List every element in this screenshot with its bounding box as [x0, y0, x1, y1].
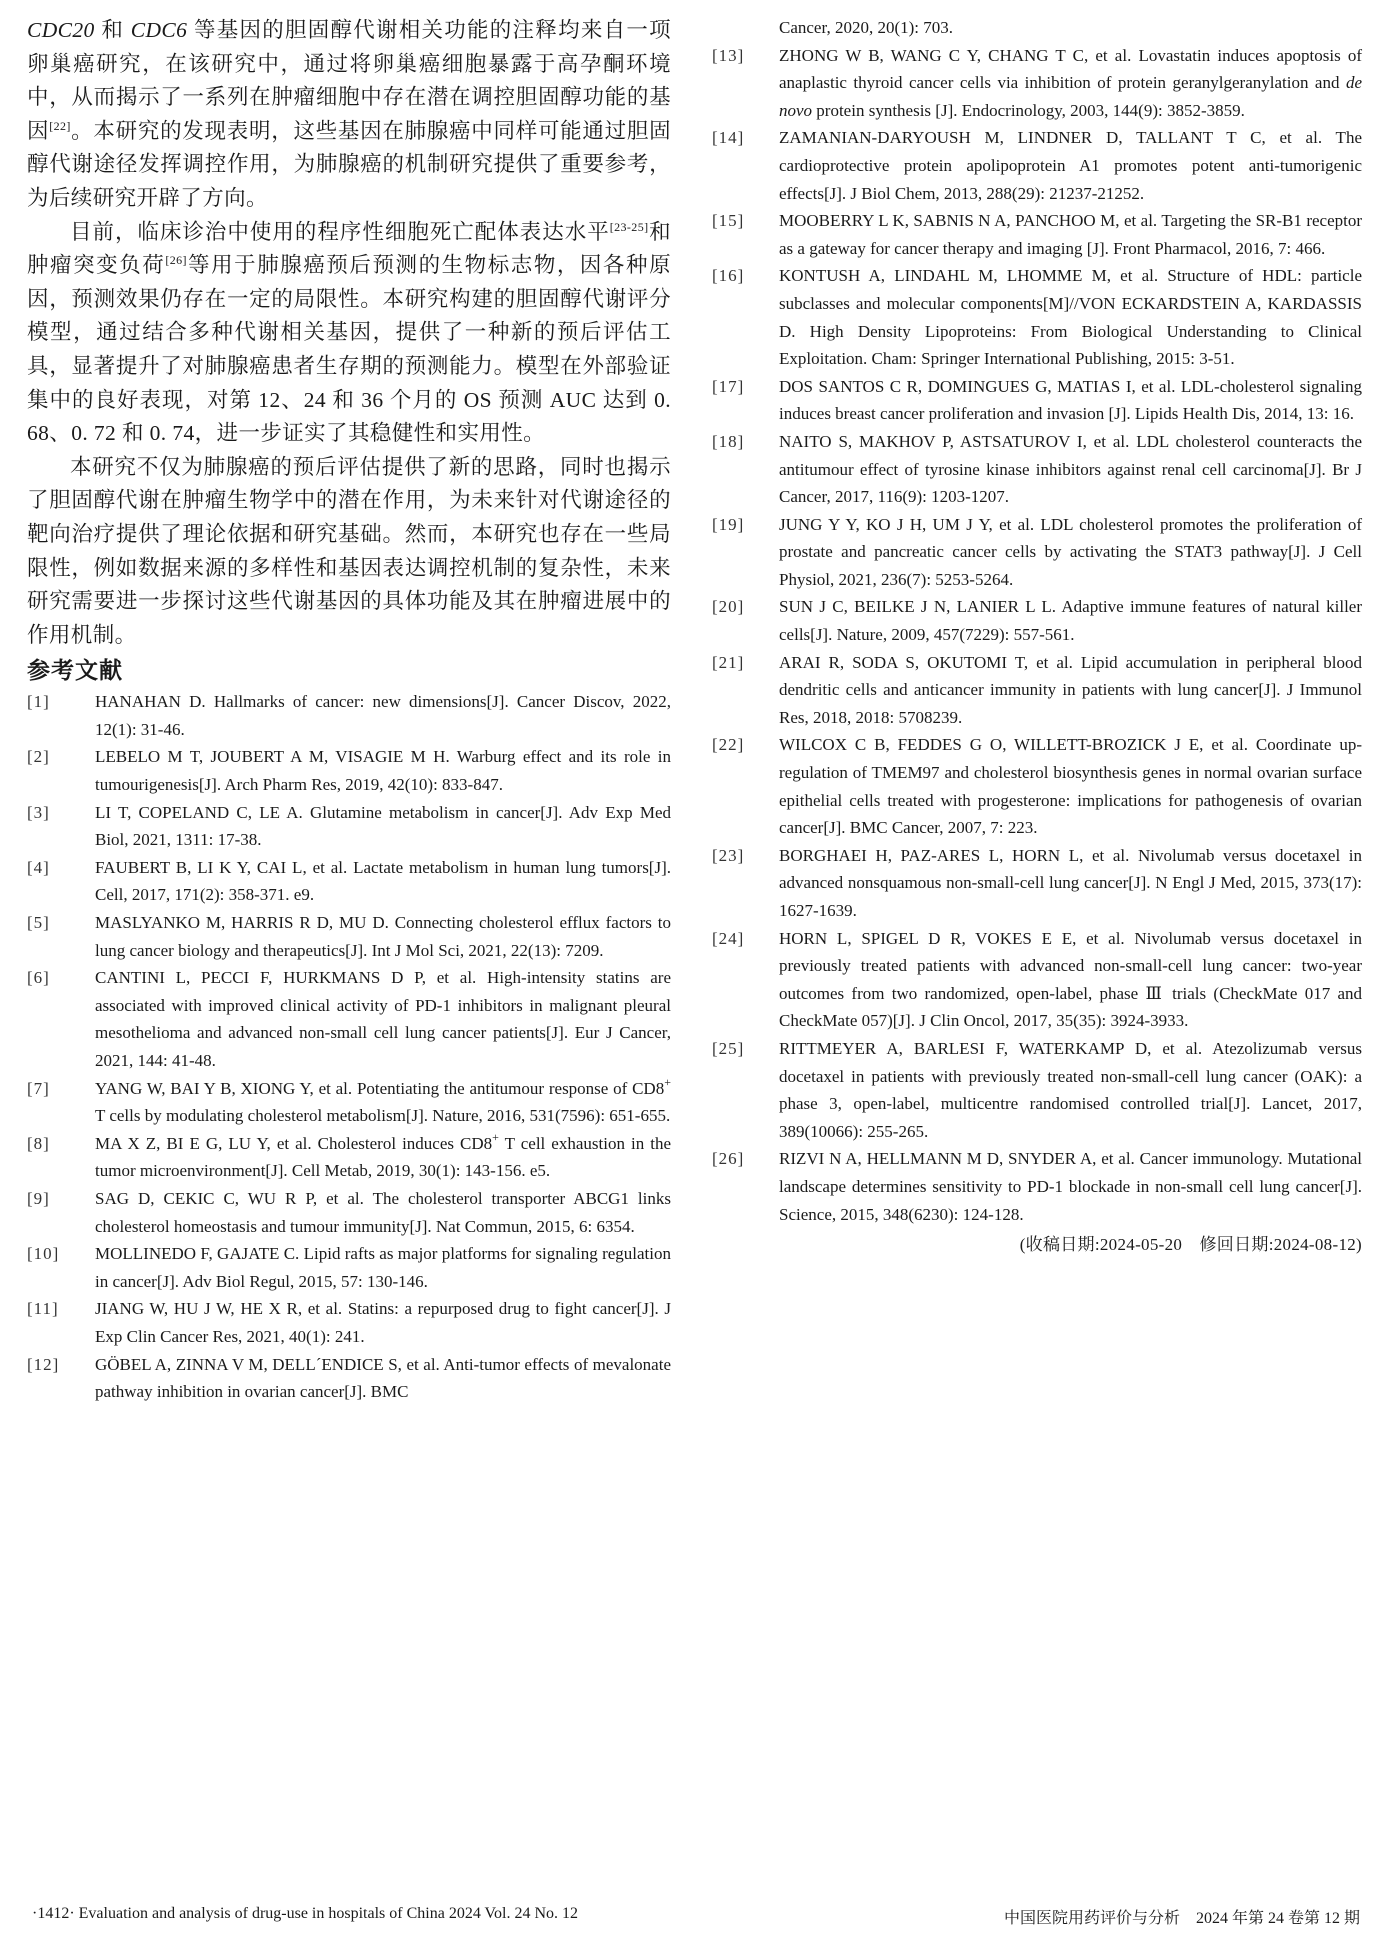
- reference-number: [14]: [712, 128, 745, 148]
- body-paragraph-1: CDC20 和 CDC6 等基因的胆固醇代谢相关功能的注释均来自一项卵巢癌研究，在该研究中，通过将卵巢癌细胞暴露于高孕酮环境中，从而揭示了一系列在肿瘤细胞中存在潜在调控胆固醇功能的基因[22]。本研究的发现表明，这些基因在肺腺癌中同样可能通过胆固醇代谢途径发挥调控作用，为肺腺癌的机制研究提供了重要参考，为后续研究开辟了方向。: [27, 18, 671, 210]
- reference-number: [17]: [712, 376, 745, 396]
- reference-number: [1]: [27, 692, 50, 712]
- reference-item: [26] RIZVI N A, HELLMANN M D, SNYDER A, et al. Cancer immunology. Mutational landscape determines sensitivity to PD-1 blockade in non-small cell lung cancer[J]. Science, 2015, 348(6230): 124-128.: [712, 1145, 1362, 1228]
- reference-number: [19]: [712, 514, 745, 534]
- reference-number: [21]: [712, 652, 745, 672]
- right-column: [712, 14, 1362, 1260]
- reference-number: [12]: [27, 1354, 60, 1374]
- citation[interactable]: [26]: [165, 253, 187, 268]
- reference-continuation: Cancer, 2020, 20(1): 703.: [779, 18, 954, 37]
- page-footer: [32, 1905, 1360, 1929]
- reference-item: [3] LI T, COPELAND C, LE A. Glutamine metabolism in cancer[J]. Adv Exp Med Biol, 2021, 1311: 17-38.: [27, 799, 671, 854]
- reference-number: [20]: [712, 597, 745, 617]
- reference-item: [25] RITTMEYER A, BARLESI F, WATERKAMP D, et al. Atezolizumab versus docetaxel in patients with previously treated non-small-cell lung cancer (OAK): a phase 3, open-label, multicentre randomised controlled trial[J]. Lancet, 2017, 389(10066): 255-265.: [712, 1035, 1362, 1145]
- footer-journal-chinese: 中国医院用药评价与分析 2024 年第 24 卷第 12 期: [1003, 1910, 1360, 1927]
- reference-number: [8]: [27, 1133, 50, 1153]
- reference-item: [15] MOOBERRY L K, SABNIS N A, PANCHOO M, et al. Targeting the SR-B1 receptor as a gateway for cancer therapy and imaging [J]. Front Pharmacol, 2016, 7: 466.: [712, 207, 1362, 262]
- gene-name: CDC20: [27, 18, 95, 42]
- reference-item: [17] DOS SANTOS C R, DOMINGUES G, MATIAS I, et al. LDL-cholesterol signaling induces breast cancer proliferation and invasion [J]. Lipids Health Dis, 2014, 13: 16.: [712, 373, 1362, 428]
- received-revised-dates: (收稿日期:2024-05-20 修回日期:2024-08-12): [1019, 1235, 1362, 1255]
- reference-number: [15]: [712, 211, 745, 231]
- reference-number: [10]: [27, 1244, 60, 1264]
- reference-number: [26]: [712, 1149, 745, 1169]
- references-heading: 参考文献: [27, 658, 123, 685]
- reference-number: [24]: [712, 928, 745, 948]
- reference-item: [19] JUNG Y Y, KO J H, UM J Y, et al. LDL cholesterol promotes the proliferation of prostate and pancreatic cancer cells by activating the STAT3 pathway[J]. J Cell Physiol, 2021, 236(7): 5253-5264.: [712, 511, 1362, 594]
- reference-item: [1] HANAHAN D. Hallmarks of cancer: new dimensions[J]. Cancer Discov, 2022, 12(1): 31-46.: [27, 688, 671, 743]
- reference-item: [7] YANG W, BAI Y B, XIONG Y, et al. Potentiating the antitumour response of CD8+ T cells by modulating cholesterol metabolism[J]. Nature, 2016, 531(7596): 651-655.: [27, 1075, 671, 1130]
- reference-item: [11] JIANG W, HU J W, HE X R, et al. Statins: a repurposed drug to fight cancer[J]. J Exp Clin Cancer Res, 2021, 40(1): 241.: [27, 1295, 671, 1350]
- reference-item: [21] ARAI R, SODA S, OKUTOMI T, et al. Lipid accumulation in peripheral blood dendritic cells and anticancer immunity in patients with lung cancer[J]. J Immunol Res, 2018, 2018: 5708239.: [712, 649, 1362, 732]
- reference-item: [10] MOLLINEDO F, GAJATE C. Lipid rafts as major platforms for signaling regulation in cancer[J]. Adv Biol Regul, 2015, 57: 130-146.: [27, 1240, 671, 1295]
- reference-number: [13]: [712, 45, 745, 65]
- reference-item: [16] KONTUSH A, LINDAHL M, LHOMME M, et al. Structure of HDL: particle subclasses and molecular components[M]//VON ECKARDSTEIN A, KARDASSIS D. High Density Lipoproteins: From Biological Understanding to Clinical Exploitation. Cham: Springer International Publishing, 2015: 3-51.: [712, 262, 1362, 372]
- reference-item: [6] CANTINI L, PECCI F, HURKMANS D P, et al. High-intensity statins are associated with improved clinical activity of PD-1 inhibitors in malignant pleural mesothelioma and advanced non-small cell lung cancer patients[J]. Eur J Cancer, 2021, 144: 41-48.: [27, 964, 671, 1074]
- footer-journal-english: ·1412· Evaluation and analysis of drug-use in hospitals of China 2024 Vol. 24 No. 12: [32, 1905, 579, 1922]
- reference-number: [6]: [27, 968, 50, 988]
- reference-item: [24] HORN L, SPIGEL D R, VOKES E E, et al. Nivolumab versus docetaxel in previously treated patients with advanced non-small-cell lung cancer: two-year outcomes from two randomized, open-label, phase Ⅲ trials (CheckMate 017 and CheckMate 057)[J]. J Clin Oncol, 2017, 35(35): 3924-3933.: [712, 925, 1362, 1035]
- reference-number: [7]: [27, 1078, 50, 1098]
- left-column: [27, 14, 671, 1406]
- reference-number: [5]: [27, 913, 50, 933]
- reference-number: [9]: [27, 1188, 50, 1208]
- reference-item: [4] FAUBERT B, LI K Y, CAI L, et al. Lactate metabolism in human lung tumors[J]. Cell, 2017, 171(2): 358-371. e9.: [27, 854, 671, 909]
- reference-number: [23]: [712, 845, 745, 865]
- reference-number: [18]: [712, 431, 745, 451]
- reference-number: [2]: [27, 747, 50, 767]
- reference-item: [14] ZAMANIAN-DARYOUSH M, LINDNER D, TALLANT T C, et al. The cardioprotective protein apolipoprotein A1 promotes potent anti-tumorigenic effects[J]. J Biol Chem, 2013, 288(29): 21237-21252.: [712, 124, 1362, 207]
- body-paragraph-3: 本研究不仅为肺腺癌的预后评估提供了新的思路，同时也揭示了胆固醇代谢在肿瘤生物学中的潜在作用，为未来针对代谢途径的靶向治疗提供了理论依据和研究基础。然而，本研究也存在一些局限性，例如数据来源的多样性和基因表达调控机制的复杂性，未来研究需要进一步探讨这些代谢基因的具体功能及其在肿瘤进展中的作用机制。: [27, 454, 671, 647]
- reference-number: [11]: [27, 1299, 59, 1319]
- reference-item: [13] ZHONG W B, WANG C Y, CHANG T C, et al. Lovastatin induces apoptosis of anaplastic thyroid cancer cells via inhibition of protein geranylgeranylation and de novo protein synthesis [J]. Endocrinology, 2003, 144(9): 3852-3859.: [712, 42, 1362, 125]
- reference-item: [23] BORGHAEI H, PAZ-ARES L, HORN L, et al. Nivolumab versus docetaxel in advanced nonsquamous non-small-cell lung cancer[J]. N Engl J Med, 2015, 373(17): 1627-1639.: [712, 842, 1362, 925]
- gene-name: CDC6: [130, 18, 188, 42]
- reference-item: [22] WILCOX C B, FEDDES G O, WILLETT-BROZICK J E, et al. Coordinate up-regulation of TMEM97 and cholesterol biosynthesis genes in normal ovarian surface epithelial cells treated with progesterone: implications for pathogenesis of ovarian cancer[J]. BMC Cancer, 2007, 7: 223.: [712, 731, 1362, 841]
- reference-item: [9] SAG D, CEKIC C, WU R P, et al. The cholesterol transporter ABCG1 links cholesterol homeostasis and tumour immunity[J]. Nat Commun, 2015, 6: 6354.: [27, 1185, 671, 1240]
- reference-number: [4]: [27, 857, 50, 877]
- reference-number: [25]: [712, 1038, 745, 1058]
- reference-item: [2] LEBELO M T, JOUBERT A M, VISAGIE M H. Warburg effect and its role in tumourigenesis[J]. Arch Pharm Res, 2019, 42(10): 833-847.: [27, 743, 671, 798]
- reference-item: [20] SUN J C, BEILKE J N, LANIER L L. Adaptive immune features of natural killer cells[J]. Nature, 2009, 457(7229): 557-561.: [712, 593, 1362, 648]
- reference-number: [22]: [712, 735, 745, 755]
- reference-number: [3]: [27, 802, 50, 822]
- citation[interactable]: [22]: [49, 118, 71, 133]
- reference-item: [5] MASLYANKO M, HARRIS R D, MU D. Connecting cholesterol efflux factors to lung cancer biology and therapeutics[J]. Int J Mol Sci, 2021, 22(13): 7209.: [27, 909, 671, 964]
- reference-item: [8] MA X Z, BI E G, LU Y, et al. Cholesterol induces CD8+ T cell exhaustion in the tumor microenvironment[J]. Cell Metab, 2019, 30(1): 143-156. e5.: [27, 1130, 671, 1185]
- reference-number: [16]: [712, 266, 745, 286]
- body-paragraph-2: 目前，临床诊治中使用的程序性细胞死亡配体表达水平[23-25]和肿瘤突变负荷[26]等用于肺腺癌预后预测的生物标志物，因各种原因，预测效果仍存在一定的局限性。本研究构建的胆固醇代谢评分模型，通过结合多种代谢相关基因，提供了一种新的预后评估工具，显著提升了对肺腺癌患者生存期的预测能力。模型在外部验证集中的良好表现，对第 12、24 和 36 个月的 OS 预测 AUC 达到 0. 68、0. 72 和 0. 74，进一步证实了其稳健性和实用性。: [27, 219, 671, 446]
- citation[interactable]: [23-25]: [609, 219, 649, 234]
- reference-item: [12] GÖBEL A, ZINNA V M, DELL´ENDICE S, et al. Anti-tumor effects of mevalonate pathway inhibition in ovarian cancer[J]. BMC: [27, 1351, 671, 1406]
- reference-item: [18] NAITO S, MAKHOV P, ASTSATUROV I, et al. LDL cholesterol counteracts the antitumour effect of tyrosine kinase inhibitors against renal cell carcinoma[J]. Br J Cancer, 2017, 116(9): 1203-1207.: [712, 428, 1362, 511]
